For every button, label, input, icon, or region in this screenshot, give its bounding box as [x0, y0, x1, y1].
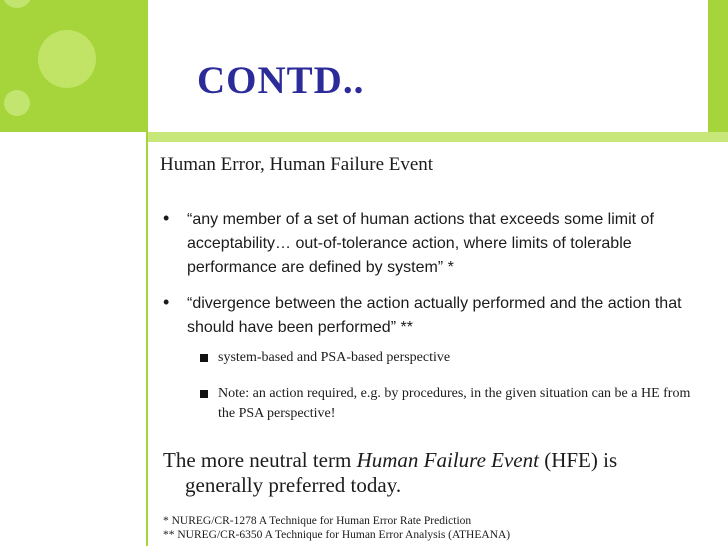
sub-bullet-item — [200, 348, 695, 368]
conclusion-statement — [163, 448, 693, 498]
decorative-circle — [38, 30, 96, 88]
bullet-text: “divergence between the action actually performed and the action that should have been performed” ** — [187, 295, 682, 336]
top-left-green-block — [0, 0, 148, 132]
statement-line-2: generally preferred today. — [185, 473, 402, 497]
footnotes — [163, 514, 510, 542]
bullet-marker: • — [163, 208, 170, 228]
top-right-green-stripe — [708, 0, 728, 132]
decorative-circle — [4, 90, 30, 116]
decorative-circle — [2, 0, 32, 8]
bullet-item — [163, 208, 703, 280]
sub-bullet-text: system-based and PSA-based perspective — [218, 350, 451, 365]
sub-bullet-item — [200, 384, 695, 424]
vertical-divider — [146, 132, 148, 546]
square-bullet-icon — [200, 390, 208, 398]
bullet-marker: • — [163, 292, 170, 312]
statement-prefix: The more neutral term — [163, 448, 357, 472]
divider-band — [146, 132, 728, 142]
statement-emphasis: Human Failure Event — [356, 448, 539, 472]
bullet-item — [163, 292, 703, 340]
footnote: ** NUREG/CR-6350 A Technique for Human Error Analysis (ATHEANA) — [163, 529, 511, 541]
slide-subheading: Human Error, Human Failure Event — [160, 154, 434, 175]
statement-suffix: (HFE) is — [538, 448, 618, 472]
square-bullet-icon — [200, 354, 208, 362]
slide-title: CONTD.. — [197, 59, 365, 102]
bullet-text: “any member of a set of human actions that exceeds some limit of acceptability… out-of-tolerance action, where limits of tolerable performance are defined by system” * — [187, 211, 654, 276]
sub-bullet-text: Note: an action required, e.g. by procedures, in the given situation can be a HE from the PSA perspective! — [218, 386, 691, 421]
footnote: * NUREG/CR-1278 A Technique for Human Error Rate Prediction — [163, 515, 472, 527]
